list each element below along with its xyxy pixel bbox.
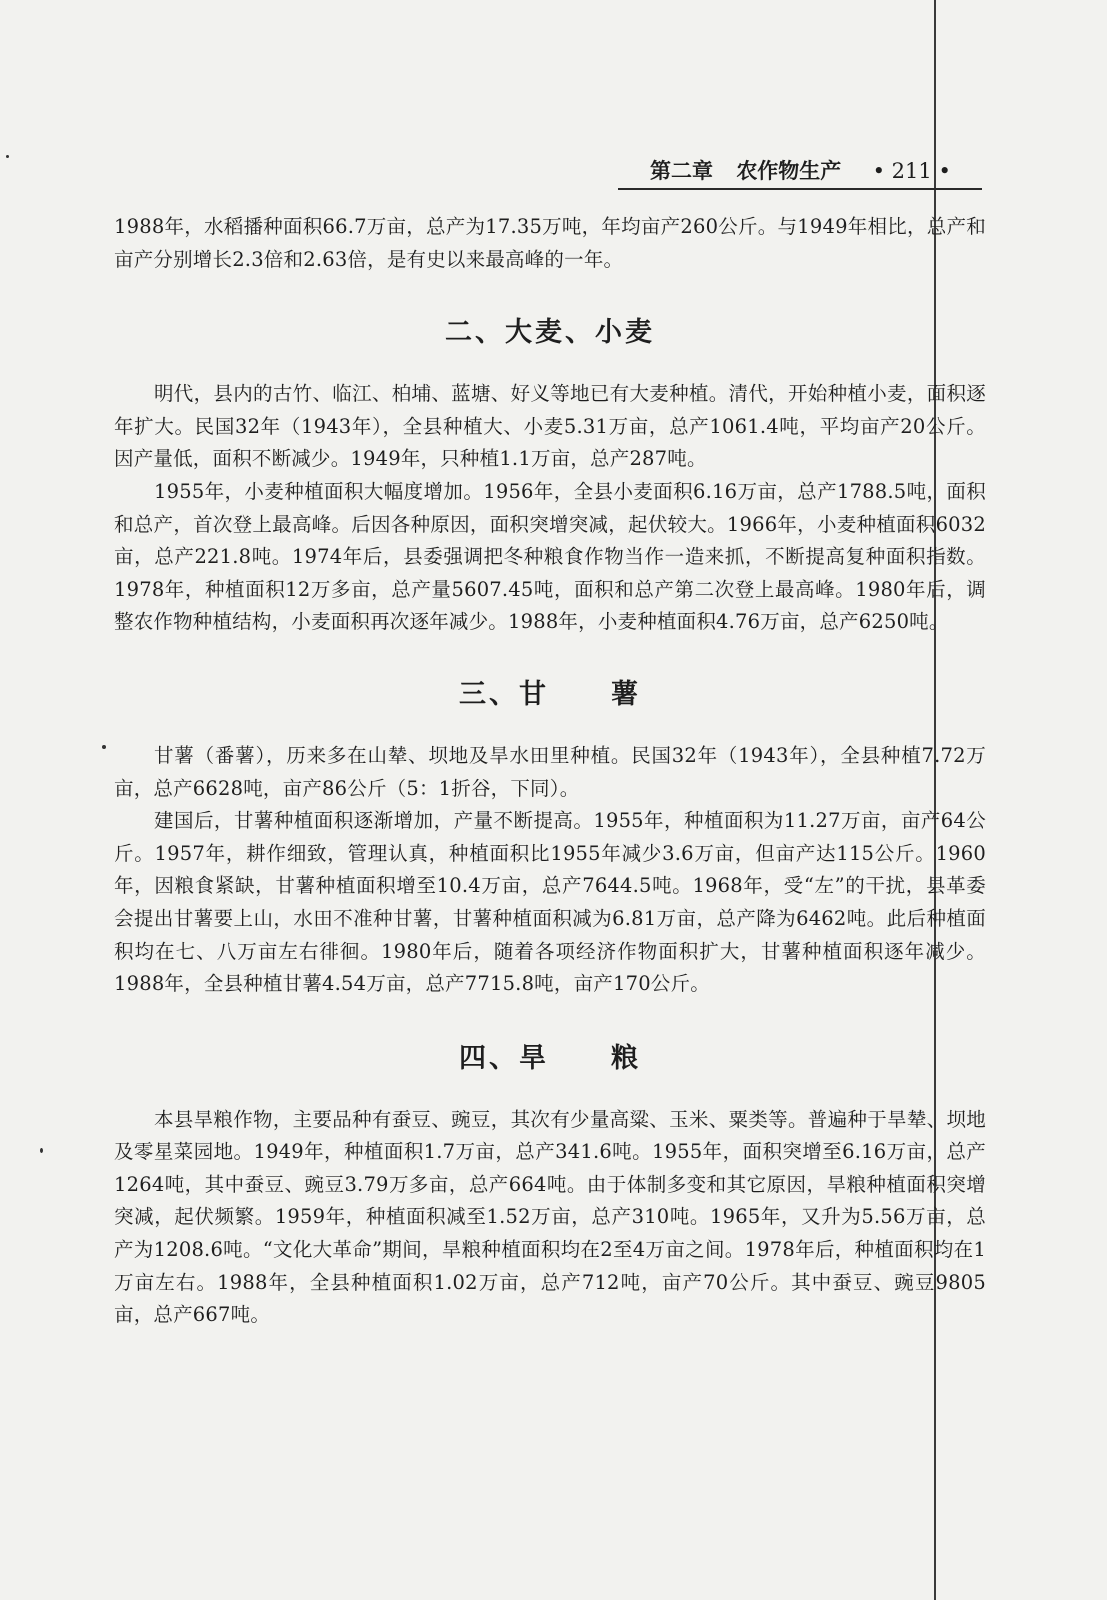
paragraph: 甘薯（番薯），历来多在山辇、坝地及旱水田里种植。民国32年（1943年），全县种植7.72万亩，总产6628吨，亩产86公斤（5：1折谷，下同）。 [114,743,986,800]
paragraph: 建国后，甘薯种植面积逐渐增加，产量不断提高。1955年，种植面积为11.27万亩，亩产64公斤。1957年，耕作细致，管理认真，种植面积比1955年减少3.6万亩，但亩产达115公斤。1960年，因粮食紧缺，甘薯种植面积增至10.4万亩，总产7644.5吨。1968年，受“左”的干扰，县革委会提出甘薯要上山，水田不准种甘薯，甘薯种植面积减为6.81万亩，总产降为6462吨。此后种植面积均在七、八万亩左右徘徊。1980年后，随着各项经济作物面积扩大，甘薯种植面积逐年减少。1988年，全县种植甘薯4.54万亩，总产7715.8吨，亩产170公斤。 [114,809,986,996]
section-label: 农作物生产 [736,159,842,183]
running-header [650,155,970,185]
intro-paragraph: 1988年，水稻播种面积66.7万亩，总产为17.35万吨，年均亩产260公斤。与1949年相比，总产和亩产分别增长2.3倍和2.63倍，是有史以来最高峰的一年。 [114,215,986,271]
heading-part: 三、甘 [459,678,549,710]
section-heading-sweet-potato [114,679,986,711]
paragraph: 明代，县内的古竹、临江、柏埔、蓝塘、好义等地已有大麦种植。清代，开始种植小麦，面积逐年扩大。民国32年（1943年），全县种植大、小麦5.31万亩，总产1061.4吨，平均亩产20公斤。因产量低，面积不断减少。1949年，只种植1.1万亩，总产287吨。 [114,382,986,471]
page-number: • 211 • [872,159,951,183]
scan-speck [6,155,9,158]
header-rule [618,188,982,190]
chapter-label: 第二章 [650,159,713,183]
paragraph: 1955年，小麦种植面积大幅度增加。1956年，全县小麦面积6.16万亩，总产1788.5吨，面积和总产，首次登上最高峰。后因各种原因，面积突增突减，起伏较大。1966年，小麦种植面积6032亩，总产221.8吨。1974年后，县委强调把冬种粮食作物当作一造来抓，不断提高复种面积指数。1978年，种植面积12万多亩，总产量5607.45吨，面积和总产第二次登上最高峰。1980年后，调整农作物种植结构，小麦面积再次逐年减少。1988年，小麦种植面积4.76万亩，总产6250吨。 [114,479,986,634]
scan-speck [102,745,106,749]
paragraph: 本县旱粮作物，主要品种有蚕豆、豌豆，其次有少量高粱、玉米、粟类等。普遍种于旱辇、坝地及零星菜园地。1949年，种植面积1.7万亩，总产341.6吨。1955年，面积突增至6.16万亩，总产1264吨，其中蚕豆、豌豆3.79万多亩，总产664吨。由于体制多变和其它原因，旱粮种植面积突增突减，起伏频繁。1959年，种植面积减至1.52万亩，总产310吨。1965年，又升为5.56万亩，总产为1208.6吨。“文化大革命”期间，旱粮种植面积均在2至4万亩之间。1978年后，种植面积均在1万亩左右。1988年，全县种植面积1.02万亩，总产712吨，亩产70公斤。其中蚕豆、豌豆9805亩，总产667吨。 [114,1107,986,1327]
section-heading-dry-grains [114,1043,986,1075]
heading-part: 粮 [611,1042,641,1074]
heading-part: 薯 [611,678,641,710]
heading-part: 四、旱 [459,1042,549,1074]
section-heading-barley-wheat: 二、大麦、小麦 [445,317,655,349]
scan-speck [40,1148,43,1153]
page-content [114,211,986,1332]
